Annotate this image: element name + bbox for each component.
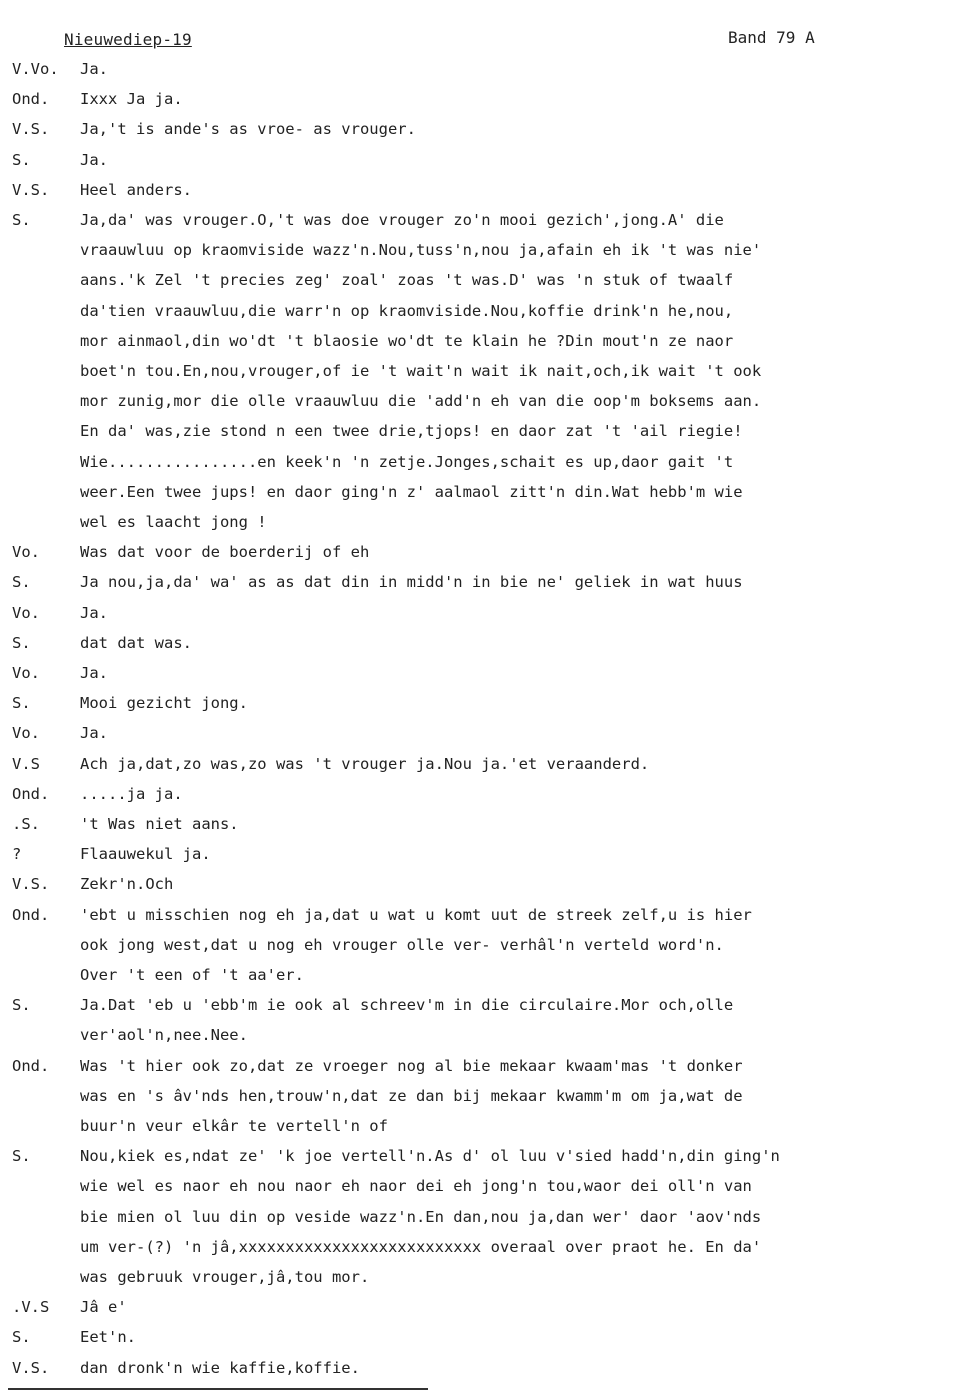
utterance-text: Jâ e' [80, 1298, 127, 1317]
transcript-line [0, 1238, 979, 1268]
utterance-text: Mooi gezicht jong. [80, 694, 248, 713]
speaker-label: Vo. [12, 543, 40, 562]
transcript-line [0, 151, 979, 181]
utterance-text: weer.Een twee jups! en daor ging'n z' aalmaol zitt'n din.Wat hebb'm wie [80, 482, 743, 501]
transcript-line [0, 966, 979, 996]
transcript-line [0, 573, 979, 603]
speaker-label: S. [12, 211, 31, 229]
transcript-line [0, 332, 979, 362]
transcript-line [0, 1177, 979, 1207]
speaker-label: V.S. [12, 875, 50, 894]
transcript-line [0, 392, 979, 422]
transcript-line [0, 604, 979, 634]
utterance-text: 't Was niet aans. [80, 815, 239, 833]
transcript-line [0, 1057, 979, 1087]
utterance-text: Was dat voor de boerderij of eh [80, 543, 370, 562]
transcript-line [0, 181, 979, 211]
transcript-line [0, 211, 979, 241]
transcript-line [0, 120, 979, 150]
transcript-line [0, 664, 979, 694]
utterance-text: ver'aol'n,nee.Nee. [80, 1026, 248, 1045]
transcript-line [0, 785, 979, 815]
speaker-label: Vo. [12, 664, 40, 682]
utterance-text: boet'n tou.En,nou,vrouger,of ie 't wait'n wait ik nait,och,ik wait 't ook [80, 362, 762, 380]
transcript-line [0, 724, 979, 754]
transcript-line [0, 1268, 979, 1298]
utterance-text: Over 't een of 't aa'er. [80, 966, 304, 984]
speaker-label: Ond. [12, 784, 50, 803]
footer-divider [8, 1388, 428, 1390]
transcript-line [0, 362, 979, 392]
transcript-line [0, 60, 979, 90]
transcript-line [0, 302, 979, 332]
utterance-text: Was 't hier ook zo,dat ze vroeger nog al bie mekaar kwaam'mas 't donker [80, 1056, 743, 1075]
utterance-text: um ver-(?) 'n jâ,xxxxxxxxxxxxxxxxxxxxxxxxxx overaal over praot he. En da' [80, 1237, 762, 1256]
utterance-text: En da' was,zie stond n een twee drie,tjops! en daor zat 't 'ail riegie! [80, 422, 743, 441]
utterance-text: Nou,kiek es,ndat ze' 'k joe vertell'n.As d' ol luu v'sied hadd'n,din ging'n [80, 1147, 780, 1166]
utterance-text: .....ja ja. [80, 784, 183, 803]
transcript-line [0, 936, 979, 966]
transcript-line [0, 1298, 979, 1328]
transcript-line [0, 1359, 979, 1389]
utterance-text: vraauwluu op kraomviside wazz'n.Nou,tuss'n,nou ja,afain eh ik 't was nie' [80, 241, 762, 260]
transcript-line [0, 543, 979, 573]
transcript-line [0, 271, 979, 301]
utterance-text: Ja. [80, 724, 108, 743]
utterance-text: da'tien vraauwluu,die warr'n op kraomviside.Nou,koffie drink'n he,nou, [80, 301, 734, 320]
utterance-text: Heel anders. [80, 180, 192, 199]
utterance-text: ook jong west,dat u nog eh vrouger olle ver- verhâl'n verteld word'n. [80, 935, 724, 954]
utterance-text: dat dat was. [80, 633, 192, 652]
transcript-line [0, 453, 979, 483]
speaker-label: Ond. [12, 1056, 50, 1075]
speaker-label: .S. [12, 815, 40, 833]
speaker-label: S. [12, 150, 31, 169]
utterance-text: buur'n veur elkâr te vertell'n of [80, 1117, 388, 1135]
document-title: Nieuwediep-19 [64, 30, 192, 49]
transcript-line [0, 845, 979, 875]
utterance-text: Ja nou,ja,da' wa' as as dat din in midd'n in bie ne' geliek in wat huus [80, 573, 743, 592]
utterance-text: Ixxx Ja ja. [80, 90, 183, 109]
utterance-text: mor ainmaol,din wo'dt 't blaosie wo'dt te klain he ?Din mout'n ze naor [80, 331, 734, 350]
utterance-text: Zekr'n.Och [80, 875, 174, 894]
speaker-label: S. [12, 694, 31, 713]
speaker-label: S. [12, 573, 31, 592]
utterance-text: Ja. [80, 150, 108, 169]
utterance-text: dan dronk'n wie kaffie,koffie. [80, 1358, 360, 1377]
speaker-label: V.S. [12, 120, 50, 139]
utterance-text: Eet'n. [80, 1328, 136, 1347]
utterance-text: Ja. [80, 60, 108, 78]
speaker-label: ? [12, 845, 22, 864]
utterance-text: Ja. [80, 603, 108, 622]
transcript-line [0, 906, 979, 936]
utterance-text: Ja.Dat 'eb u 'ebb'm ie ook al schreev'm in die circulaire.Mor och,olle [80, 996, 734, 1015]
utterance-text: aans.'k Zel 't precies zeg' zoal' zoas 't was.D' was 'n stuk of twaalf [80, 271, 734, 290]
utterance-text: was gebruuk vrouger,jâ,tou mor. [80, 1268, 370, 1286]
utterance-text: Ach ja,dat,zo was,zo was 't vrouger ja.Nou ja.'et veraanderd. [80, 754, 650, 773]
transcript-line [0, 694, 979, 724]
speaker-label: Ond. [12, 905, 50, 924]
speaker-label: S. [12, 996, 31, 1015]
utterance-text: Flaauwekul ja. [80, 845, 211, 864]
transcript-line [0, 422, 979, 452]
utterance-text: Ja. [80, 664, 108, 682]
transcript-line [0, 90, 979, 120]
transcript-line [0, 1026, 979, 1056]
utterance-text: wie wel es naor eh nou naor eh naor dei eh jong'n tou,waor dei oll'n van [80, 1177, 752, 1196]
utterance-text: bie mien ol luu din op veside wazz'n.En dan,nou ja,dan wer' daor 'aov'nds [80, 1207, 762, 1226]
transcript-line [0, 1087, 979, 1117]
utterance-text: Ja,'t is ande's as vroe- as vrouger. [80, 120, 416, 139]
speaker-label: S. [12, 1147, 31, 1166]
transcript-line [0, 241, 979, 271]
transcript-line [0, 815, 979, 845]
utterance-text: 'ebt u misschien nog eh ja,dat u wat u komt uut de streek zelf,u is hier [80, 905, 752, 924]
transcript-line [0, 483, 979, 513]
transcript-line [0, 1208, 979, 1238]
utterance-text: was en 's âv'nds hen,trouw'n,dat ze dan bij mekaar kwamm'm om ja,wat de [80, 1086, 743, 1105]
utterance-text: mor zunig,mor die olle vraauwluu die 'add'n eh van die oop'm boksems aan. [80, 392, 762, 411]
speaker-label: V.S. [12, 1358, 50, 1377]
speaker-label: S. [12, 633, 31, 652]
speaker-label: V.S. [12, 180, 50, 199]
speaker-label: V.Vo. [12, 60, 59, 78]
utterance-text: wel es laacht jong ! [80, 513, 267, 531]
speaker-label: V.S [12, 754, 40, 773]
utterance-text: Wie................en keek'n 'n zetje.Jonges,schait es up,daor gait 't [80, 452, 734, 471]
speaker-label: .V.S [12, 1298, 50, 1317]
speaker-label: Ond. [12, 90, 50, 109]
transcript-line [0, 634, 979, 664]
transcript-line [0, 875, 979, 905]
transcript-line [0, 1117, 979, 1147]
transcript-line [0, 1147, 979, 1177]
speaker-label: Vo. [12, 603, 40, 622]
speaker-label: S. [12, 1328, 31, 1347]
speaker-label: Vo. [12, 724, 40, 743]
transcript-line [0, 755, 979, 785]
band-label: Band 79 A [728, 28, 815, 47]
transcript-line [0, 1328, 979, 1358]
transcript-line [0, 513, 979, 543]
transcript-line [0, 996, 979, 1026]
utterance-text: Ja,da' was vrouger.O,'t was doe vrouger zo'n mooi gezich',jong.A' die [80, 211, 724, 229]
